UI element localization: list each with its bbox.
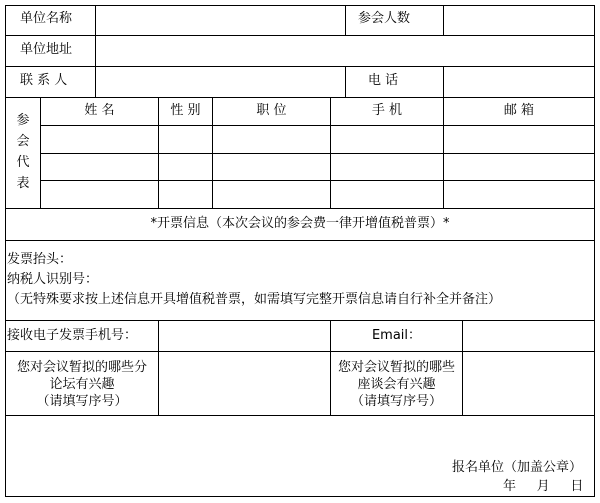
representatives-label: 参会代表 (16, 113, 30, 191)
email-label: Email： (371, 328, 422, 343)
symposium-interest-label: 您对会议暂拟的哪些 (337, 360, 455, 375)
unit-address-label: 单位地址 (20, 42, 73, 57)
date-line: 年 月 日 (503, 479, 584, 494)
email-field[interactable] (463, 321, 594, 351)
symposium-interest-label: （请填写序号） (350, 394, 442, 409)
phone-field[interactable] (444, 67, 594, 97)
contact-field[interactable] (96, 67, 345, 97)
grid-line (5, 240, 595, 241)
unit-name-label: 单位名称 (20, 11, 73, 26)
table-row[interactable] (41, 181, 594, 208)
table-row[interactable] (41, 126, 594, 153)
symposium-interest-label: 座谈会有兴趣 (357, 377, 436, 392)
table-header-name: 姓 名 (84, 103, 115, 118)
grid-line (345, 66, 346, 97)
e-invoice-phone-field[interactable] (159, 321, 330, 351)
grid-line (594, 5, 595, 497)
grid-line (5, 5, 6, 497)
unit-name-field[interactable] (96, 6, 345, 35)
table-header-mobile: 手 机 (371, 103, 403, 118)
forum-interest-label: 论坛有兴趣 (49, 377, 115, 392)
invoice-title-label: 发票抬头： (7, 252, 73, 267)
table-header-email: 邮 箱 (503, 103, 535, 118)
table-row[interactable] (41, 154, 594, 180)
phone-label: 电 话 (368, 73, 399, 88)
grid-line (5, 496, 595, 497)
invoice-note: （无特殊要求按上述信息开具增值税普票，如需填写完整开票信息请自行补全并备注） (7, 292, 502, 307)
table-header-position: 职 位 (256, 103, 287, 118)
attendees-count-field[interactable] (444, 6, 594, 35)
symposium-interest-field[interactable] (463, 352, 594, 415)
unit-address-field[interactable] (96, 36, 594, 66)
e-invoice-phone-label: 接收电子发票手机号： (7, 328, 138, 343)
taxpayer-id-label: 纳税人识别号： (7, 272, 99, 287)
grid-line (345, 5, 346, 36)
grid-line (5, 97, 595, 98)
table-header-gender: 性 别 (170, 103, 201, 118)
invoice-section-title: *开票信息（本次会议的参会费一律开增值税普票）* (150, 216, 450, 231)
grid-line (5, 208, 595, 209)
forum-interest-field[interactable] (159, 352, 330, 415)
forum-interest-label: （请填写序号） (36, 394, 128, 409)
grid-line (5, 415, 595, 416)
contact-label: 联 系 人 (20, 73, 68, 88)
forum-interest-label: 您对会议暂拟的哪些分 (16, 360, 147, 375)
signup-unit-label: 报名单位（加盖公章） (452, 460, 583, 475)
attendees-count-label: 参会人数 (358, 11, 411, 26)
